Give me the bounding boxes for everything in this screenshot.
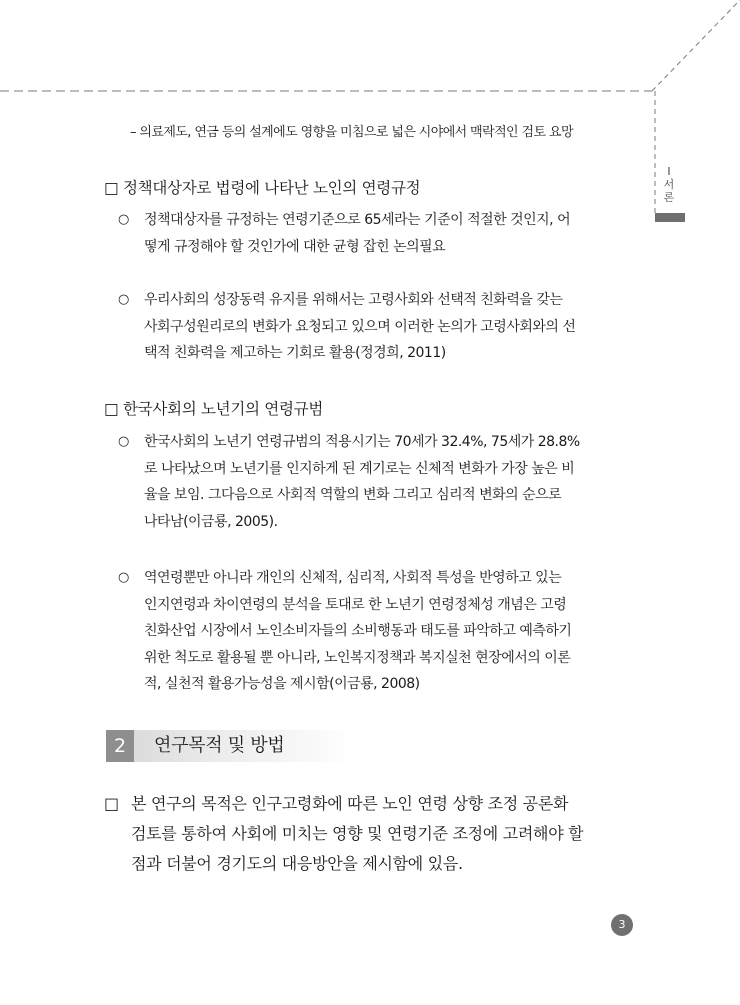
square-bullet: □ <box>104 179 119 197</box>
section1-heading <box>104 175 420 201</box>
paragraph-line: 택적 친화력을 제고하는 기회로 활용(정경희, 2011) <box>144 345 446 361</box>
dashed-diagonal-rule <box>652 0 740 91</box>
research-purpose <box>104 789 583 879</box>
paragraph-line: 나타남(이금룡, 2005). <box>144 513 278 530</box>
section-title: 연구목적 및 방법 <box>154 735 285 756</box>
paragraph-line: 사회구성원리로의 변화가 요청되고 있으며 이러한 논의가 고령사회와의 선 <box>144 318 576 335</box>
side-tab-char-2: 론 <box>663 191 675 204</box>
section2-item-2 <box>118 565 571 698</box>
paragraph-line: 한국사회의 노년기 연령규범의 적용시기는 70세가 32.4%, 75세가 28.8% <box>144 434 580 450</box>
section-number: 2 <box>106 730 134 762</box>
section1-heading-text: 정책대상자로 법령에 나타난 노인의 연령규정 <box>123 179 421 197</box>
page-number-badge: 3 <box>611 914 633 936</box>
paragraph-line: 검토를 통하여 사회에 미치는 영향 및 연령기준 조정에 고려해야 할 <box>131 824 584 843</box>
section2-heading <box>104 396 323 422</box>
paragraph-line: 위한 척도로 활용될 뿐 아니라, 노인복지정책과 복지실천 현장에서의 이론 <box>144 649 571 666</box>
section-heading-2 <box>106 730 356 762</box>
paragraph-line: 정책대상자를 규정하는 연령기준으로 65세라는 기준이 적절한 것인지, 어 <box>144 212 571 228</box>
paragraph-line: 본 연구의 목적은 인구고령화에 따른 노인 연령 상향 조정 공론화 <box>131 794 569 813</box>
paragraph-line: 우리사회의 성장동력 유지를 위해서는 고령사회와 선택적 친화력을 갖는 <box>144 292 563 308</box>
section2-heading-text: 한국사회의 노년기의 연령규범 <box>123 400 324 418</box>
paragraph-line: 점과 더불어 경기도의 대응방안을 제시함에 있음. <box>131 854 463 873</box>
section1-item-1 <box>118 207 570 260</box>
section2-item-1 <box>118 429 580 535</box>
paragraph-line: 적, 실천적 활용가능성을 제시함(이금룡, 2008) <box>144 676 420 692</box>
paragraph-line: 떻게 규정해야 할 것인가에 대한 균형 잡힌 논의필요 <box>144 238 446 255</box>
paragraph-line: 역연령뿐만 아니라 개인의 신체적, 심리적, 사회적 특성을 반영하고 있는 <box>144 570 562 586</box>
paragraph-line: 인지연령과 차이연령의 분석을 토대로 한 노년기 연령정체성 개념은 고령 <box>144 596 567 613</box>
square-bullet: □ <box>104 400 119 418</box>
circle-bullet: ○ <box>118 434 129 449</box>
side-tab-roman: Ⅰ <box>667 165 671 178</box>
side-tab-char-1: 서 <box>663 178 675 191</box>
intro-dash-line: – 의료제도, 연금 등의 설계에도 영향을 미침으로 넓은 시야에서 맥락적인 검토 요망 <box>130 125 573 140</box>
paragraph-line: 친화산업 시장에서 노인소비자들의 소비행동과 태도를 파악하고 예측하기 <box>144 623 572 639</box>
section1-item-2 <box>118 287 575 367</box>
square-bullet: □ <box>104 794 119 813</box>
paragraph-line: 율을 보임. 그다음으로 사회적 역할의 변화 그리고 심리적 변화의 순으로 <box>144 487 562 503</box>
paragraph-line: 로 나타났으며 노년기를 인지하게 된 계기로는 신체적 변화가 가장 높은 비 <box>144 460 575 477</box>
circle-bullet: ○ <box>118 212 129 227</box>
chapter-side-bar <box>655 213 685 222</box>
chapter-side-tab <box>662 165 676 204</box>
circle-bullet: ○ <box>118 570 129 585</box>
circle-bullet: ○ <box>118 292 129 307</box>
